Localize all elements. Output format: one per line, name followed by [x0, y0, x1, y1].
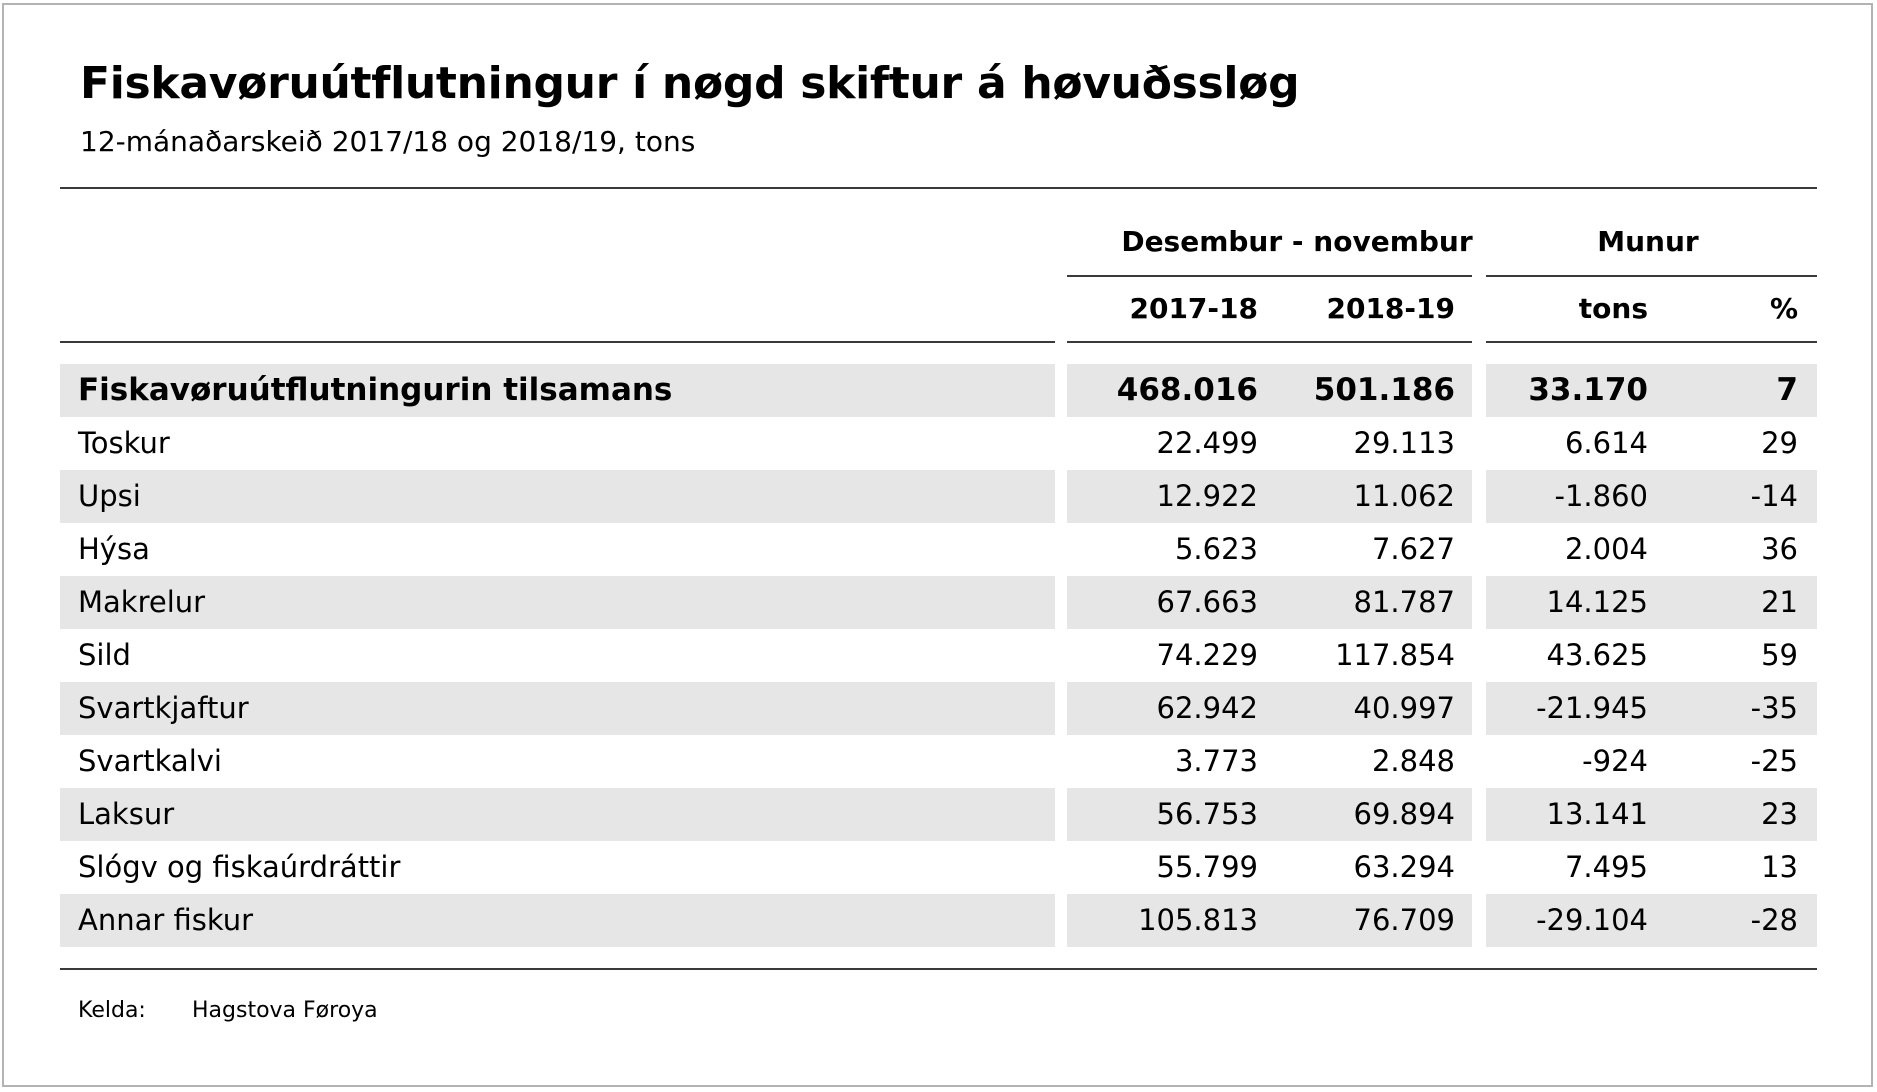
cell-2018-19: 40.997 — [1353, 691, 1455, 725]
source-value: Hagstova Føroya — [192, 998, 378, 1023]
cell-percent: 59 — [1761, 638, 1798, 672]
cell-tons: 43.625 — [1546, 638, 1648, 672]
cell-2018-19: 117.854 — [1335, 638, 1455, 672]
header-rule-label — [60, 341, 1055, 343]
header-rule-period — [1067, 341, 1472, 343]
cell-tons: -924 — [1582, 744, 1648, 778]
cell-2018-19: 11.062 — [1353, 479, 1455, 513]
cell-percent: 13 — [1761, 850, 1798, 884]
cell-tons: -21.945 — [1536, 691, 1648, 725]
chart-subtitle: 12-mánaðarskeið 2017/18 og 2018/19, tons — [80, 125, 696, 158]
row-label: Upsi — [78, 479, 141, 513]
group-rule-difference — [1486, 275, 1817, 277]
cell-2018-19: 69.894 — [1353, 797, 1455, 831]
chart-title: Fiskavøruútflutningur í nøgd skiftur á høvuðssløg — [80, 58, 1300, 109]
row-label: Laksur — [78, 797, 175, 831]
cell-2018-19: 7.627 — [1371, 532, 1455, 566]
cell-2017-18: 105.813 — [1138, 903, 1258, 937]
header-rule-difference — [1486, 341, 1817, 343]
cell-tons: 33.170 — [1528, 372, 1648, 408]
column-header-tons: tons — [1578, 292, 1648, 325]
cell-percent: 36 — [1761, 532, 1798, 566]
cell-2018-19: 76.709 — [1353, 903, 1455, 937]
bottom-rule — [60, 968, 1817, 970]
cell-tons: 13.141 — [1546, 797, 1648, 831]
cell-tons: -29.104 — [1536, 903, 1648, 937]
cell-percent: 29 — [1761, 426, 1798, 460]
row-band-label — [60, 470, 1055, 523]
cell-2017-18: 56.753 — [1156, 797, 1258, 831]
cell-percent: -28 — [1750, 903, 1798, 937]
cell-2017-18: 5.623 — [1174, 532, 1258, 566]
cell-2018-19: 81.787 — [1353, 585, 1455, 619]
group-rule-period — [1067, 275, 1472, 277]
cell-percent: 7 — [1776, 372, 1798, 408]
cell-2017-18: 3.773 — [1174, 744, 1258, 778]
cell-percent: -25 — [1750, 744, 1798, 778]
cell-percent: 23 — [1761, 797, 1798, 831]
cell-2017-18: 67.663 — [1156, 585, 1258, 619]
row-label: Svartkjaftur — [78, 691, 249, 725]
cell-2018-19: 63.294 — [1353, 850, 1455, 884]
cell-percent: -14 — [1750, 479, 1798, 513]
cell-2017-18: 12.922 — [1156, 479, 1258, 513]
column-header-percent: % — [1769, 292, 1798, 325]
column-header-2017-18: 2017-18 — [1129, 292, 1258, 325]
cell-tons: 2.004 — [1564, 532, 1648, 566]
cell-2018-19: 2.848 — [1371, 744, 1455, 778]
group-header-difference: Munur — [1597, 225, 1699, 258]
cell-tons: 7.495 — [1564, 850, 1648, 884]
row-label: Toskur — [78, 426, 170, 460]
cell-tons: 14.125 — [1546, 585, 1648, 619]
group-header-period: Desembur - novembur — [1121, 225, 1473, 258]
column-header-2018-19: 2018-19 — [1326, 292, 1455, 325]
cell-2017-18: 468.016 — [1116, 372, 1258, 408]
row-label: Makrelur — [78, 585, 206, 619]
cell-percent: 21 — [1761, 585, 1798, 619]
row-label: Annar fiskur — [78, 903, 254, 937]
cell-2018-19: 501.186 — [1313, 372, 1455, 408]
cell-2017-18: 62.942 — [1156, 691, 1258, 725]
source-label: Kelda: — [78, 998, 146, 1023]
cell-2017-18: 74.229 — [1156, 638, 1258, 672]
cell-percent: -35 — [1750, 691, 1798, 725]
cell-tons: -1.860 — [1554, 479, 1648, 513]
cell-tons: 6.614 — [1564, 426, 1648, 460]
cell-2018-19: 29.113 — [1353, 426, 1455, 460]
row-label: Sild — [78, 638, 131, 672]
row-label: Hýsa — [78, 532, 150, 566]
row-band-label — [60, 788, 1055, 841]
top-rule — [60, 187, 1817, 189]
cell-2017-18: 22.499 — [1156, 426, 1258, 460]
row-band-label — [60, 576, 1055, 629]
row-label: Fiskavøruútflutningurin tilsamans — [78, 372, 673, 408]
row-label: Svartkalvi — [78, 744, 222, 778]
cell-2017-18: 55.799 — [1156, 850, 1258, 884]
row-label: Slógv og fiskaúrdráttir — [78, 850, 401, 884]
